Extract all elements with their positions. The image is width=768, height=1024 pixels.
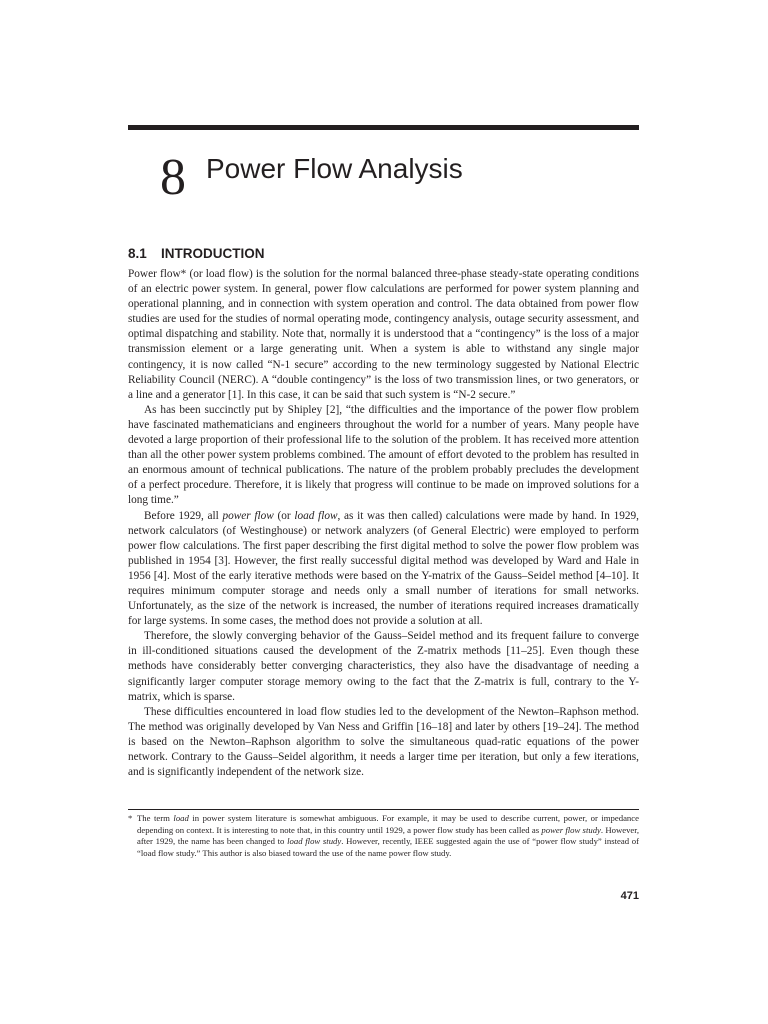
section-title: INTRODUCTION xyxy=(161,246,265,261)
footnote-mark: * xyxy=(128,813,133,823)
footnote-emphasis-load: load xyxy=(173,813,189,823)
paragraph-4 xyxy=(128,629,639,704)
paragraph-3-emphasis-load-flow: load flow xyxy=(294,509,338,522)
paragraph-1 xyxy=(128,267,639,403)
footnote-separator xyxy=(128,809,639,810)
footnote xyxy=(128,813,639,860)
paragraph-1-text: Power flow* (or load flow) is the solution for the normal balanced three-phase steady-state operating conditions of an electric power system. In general, power flow calculations are performed for power system planning and operational planning, and in connection with system operation and control. The data obtained from power flow studies are used for the studies of normal operating mode, contingency analysis, outage security assessment, and optimal dispatching and stability. Note that, normally it is understood that a “contingency” is the loss of a major transmission element or a large generating unit. When a system is able to withstand any single major contingency, it is now called “N-1 secure” according to the new terminology suggested by National Electric Reliability Council (NERC). A “double contingency” is the loss of two transmission lines, or two generators, or a line and a generator [1]. In this case, it can be said that such system is “N-2 secure.” xyxy=(128,268,639,401)
paragraph-3-text-b: (or xyxy=(273,509,295,522)
chapter-title: Power Flow Analysis xyxy=(206,153,463,184)
section-heading xyxy=(128,245,265,263)
paragraph-2 xyxy=(128,403,639,509)
footnote-text-a: The term xyxy=(137,813,174,823)
footnote-emphasis-load-flow-study: load flow study xyxy=(287,836,342,847)
paragraph-3-emphasis-power-flow: power flow xyxy=(222,509,274,522)
paragraph-3-text-c: , as it was then called) calculations were made by hand. In 1929, network calculators (of Westinghouse) or network analyzers (of General Electric) were employed to perform power flow calculations. The first paper describing the first digital method to solve the power flow problem was published in 1954 [3]. However, the first really successful digital method was developed by Ward and Hale in 1956 [4]. Most of the early iterative methods were based on the Y-matrix of the Gauss–Seidel method [4–10]. It requires minimum computer storage and needs only a small number of iterations for small networks. Unfortunately, as the size of the network is increased, the number of iterations required increases dramatically for large systems. In some cases, the method does not provide a solution at all. xyxy=(128,509,640,628)
paragraph-5 xyxy=(128,705,639,780)
paragraph-3-text-a: Before 1929, all xyxy=(144,509,223,522)
paragraph-4-text: Therefore, the slowly converging behavior of the Gauss–Seidel method and its frequent failure to converge in ill-conditioned situations caused the development of the Z-matrix methods [11–25]. Even though these methods have considerably better converging characteristics, they also have the disadvantage of needing a significantly larger computer storage memory owing to the fact that the Z-matrix is full, contrary to the Y-matrix, which is sparse. xyxy=(128,630,639,703)
paragraph-2-text: As has been succinctly put by Shipley [2], “the difficulties and the importance of the power flow problem have fascinated mathematicians and engineers throughout the world for a number of years. Many people have devoted a large proportion of their professional life to the solution of the problem. It has received more attention than all the other power system problems combined. The amount of effort devoted to the problem has resulted in an enormous amount of technical publications. The nature of the problem probably precludes the development of a perfect procedure. Therefore, it is likely that progress will continue to be made on improved solutions for a long time.” xyxy=(128,403,639,507)
chapter-number: 8 xyxy=(160,149,186,206)
body-text xyxy=(128,267,639,780)
footnote-emphasis-power-flow-study: power flow study xyxy=(541,824,601,835)
paragraph-3 xyxy=(128,509,639,630)
page-number: 471 xyxy=(620,890,639,902)
section-number: 8.1 xyxy=(128,246,147,261)
chapter-top-rule xyxy=(128,125,639,130)
footnote-text-b: in power system literature is somewhat ambiguous. For example, it may be used to describe current, power, or impedance depending on context. It is interesting to note that, in this country until 1929, a power flow study has been called as xyxy=(137,813,639,835)
paragraph-5-text: These difficulties encountered in load flow studies led to the development of the Newton–Raphson method. The method was originally developed by Van Ness and Griffin [16–18] and later by others [19–24]. The method is based on the Newton–Raphson algorithm to solve the simultaneous quad-ratic equations of the power network. Contrary to the Gauss–Seidel algorithm, it needs a larger time per iteration, but only a few iterations, and is significantly independent of the network size. xyxy=(128,705,639,779)
footnote-text-c: . However, after 1929, the name has been changed to xyxy=(137,824,639,847)
footnote-text-d: . However, recently, IEEE suggested again the use of “power flow study” instead of “load flow study.” This author is also biased toward the use of the name power flow study. xyxy=(137,836,639,859)
